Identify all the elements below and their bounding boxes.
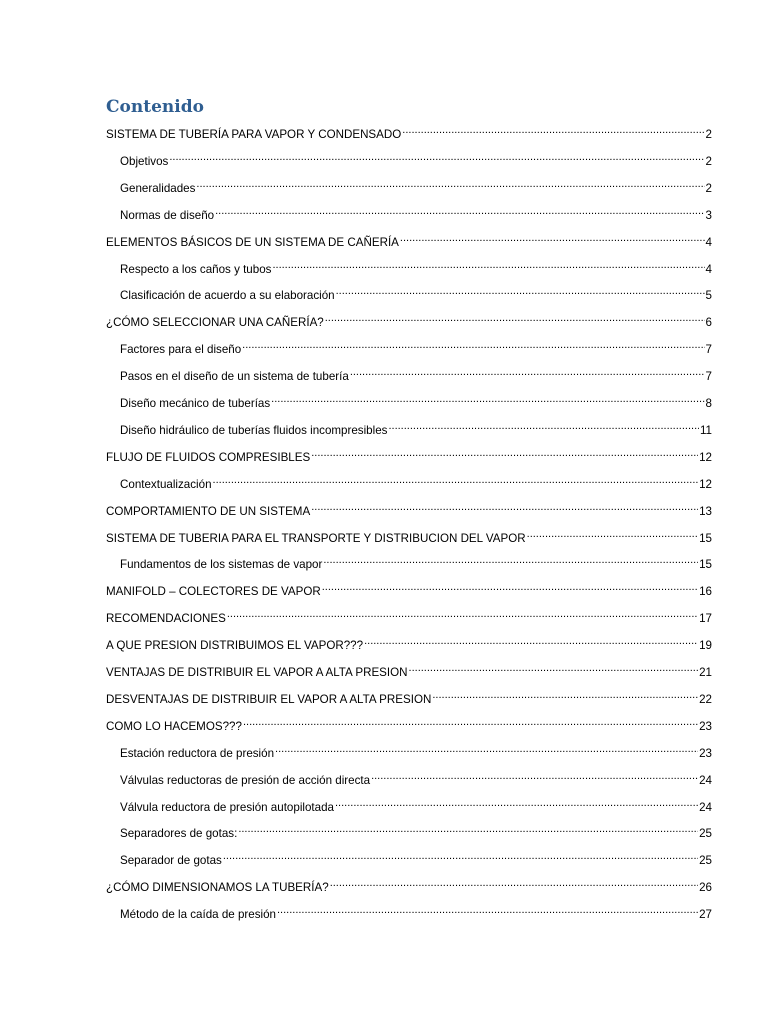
toc-entry[interactable] [106,230,712,249]
toc-entry-text: Separador de gotas [120,854,222,868]
toc-entry-text: ELEMENTOS BÁSICOS DE UN SISTEMA DE CAÑERÍA [106,235,399,249]
toc-entry-text: Clasificación de acuerdo a su elaboración [120,289,335,303]
toc-entry-page: 3 [705,208,712,222]
toc-entry[interactable] [106,364,712,384]
toc-entry[interactable] [106,606,712,626]
toc-dot-leader [350,364,705,380]
toc-entry-text: Pasos en el diseño de un sistema de tubería [120,370,349,384]
toc-entry-text: Diseño mecánico de tuberías [120,397,271,410]
toc-entry-text: DESVENTAJAS DE DISTRIBUIR EL VAPOR A ALTA PRESION [106,692,432,706]
toc-entry-page: 15 [699,558,712,572]
toc-entry-page: 2 [705,154,712,168]
toc-entry-text: RECOMENDACIONES [106,612,226,626]
toc-entry-text: Objetivos [120,154,169,168]
toc-dot-leader [275,741,698,757]
toc-entry-text: ¿CÓMO SELECCIONAR UNA CAÑERÍA? [106,316,324,330]
toc-entry-page: 12 [699,450,712,464]
toc-entry-page: 12 [699,477,712,491]
toc-entry[interactable] [106,337,712,357]
toc-dot-leader [409,660,699,676]
toc-entry-page: 7 [705,343,712,357]
toc-dot-leader [213,472,699,488]
toc-dot-leader [336,283,705,299]
toc-entry[interactable] [106,418,712,437]
toc-dot-leader [330,875,698,891]
toc-entry[interactable] [106,149,712,168]
toc-entry-page: 4 [705,262,712,276]
toc-dot-leader [272,257,704,273]
toc-entry-page: 15 [699,531,712,545]
toc-dot-leader [335,795,698,811]
toc-entry-page: 23 [699,719,712,733]
toc-dot-leader [271,391,704,407]
toc-entry-text: Válvula reductora de presión autopilotada [120,800,334,814]
toc-entry-page: 4 [705,235,712,249]
toc-entry[interactable] [106,795,712,814]
toc-dot-leader [364,633,698,649]
toc-entry[interactable] [106,445,712,464]
toc-entry[interactable] [106,310,712,330]
toc-dot-leader [311,445,698,461]
toc-entry[interactable] [106,283,712,303]
toc-entry-page: 2 [705,128,712,141]
toc-entry-page: 21 [699,666,712,679]
toc-entry-text: MANIFOLD – COLECTORES DE VAPOR [106,585,321,599]
toc-dot-leader [432,687,698,703]
toc-entry[interactable] [106,687,712,706]
toc-dot-leader [402,122,704,138]
toc-dot-leader [223,848,698,864]
toc-dot-leader [169,149,704,165]
toc-dot-leader [277,902,698,918]
toc-dot-leader [311,499,698,515]
toc-entry[interactable] [106,499,712,518]
toc-entry[interactable] [106,714,712,733]
toc-entry-text: Normas de diseño [120,208,215,222]
toc-entry[interactable] [106,821,712,841]
toc-title: Contenido [106,97,204,117]
toc-entry[interactable] [106,741,712,760]
toc-dot-leader [322,579,698,595]
toc-dot-leader [196,176,704,192]
toc-entry-page: 17 [699,612,712,626]
toc-entry-text: Método de la caída de presión [120,908,276,922]
toc-dot-leader [371,768,698,784]
toc-entry[interactable] [106,472,712,491]
toc-entry-page: 5 [705,289,712,303]
toc-entry[interactable] [106,257,712,276]
toc-entry-page: 11 [699,423,712,437]
toc-entry-page: 26 [699,881,712,895]
toc-dot-leader [388,418,699,434]
toc-entry-text: Fundamentos de los sistemas de vapor [120,558,323,572]
toc-dot-leader [400,230,705,246]
toc-entry-page: 25 [699,854,712,868]
toc-entry[interactable] [106,203,712,222]
toc-entry[interactable] [106,526,712,545]
toc-entry-page: 24 [699,773,712,787]
toc-entry[interactable] [106,660,712,679]
toc-entry-page: 22 [699,692,712,706]
toc-entry[interactable] [106,875,712,895]
toc-dot-leader [215,203,704,219]
toc-entry-page: 2 [705,181,712,195]
toc-entry-text: Contextualización [120,477,212,491]
toc-entry-text: Respecto a los caños y tubos [120,262,272,276]
toc-entry-page: 24 [699,800,712,814]
toc-entry-text: Válvulas reductoras de presión de acción directa [120,773,371,787]
toc-entry-text: FLUJO DE FLUIDOS COMPRESIBLES [106,450,311,464]
toc-entry-text: SISTEMA DE TUBERÍA PARA VAPOR Y CONDENSADO [106,128,402,141]
toc-dot-leader [243,714,698,730]
toc-dot-leader [238,821,698,837]
toc-dot-leader [242,337,704,353]
toc-entry-page: 25 [699,827,712,841]
toc-entry-page: 19 [699,639,712,653]
toc-entry-text: Factores para el diseño [120,343,242,357]
toc-entry[interactable] [106,391,712,410]
toc-entry-page: 7 [705,370,712,384]
toc-dot-leader [323,552,698,568]
toc-entry-page: 6 [705,316,712,330]
toc-entry-text: Diseño hidráulico de tuberías fluidos incompresibles [120,423,388,437]
toc-entry-text: A QUE PRESION DISTRIBUIMOS EL VAPOR??? [106,639,364,653]
toc-entry-text: SISTEMA DE TUBERIA PARA EL TRANSPORTE Y DISTRIBUCION DEL VAPOR [106,531,526,545]
toc-entry[interactable] [106,768,712,787]
toc-entry-text: COMO LO HACEMOS??? [106,719,242,733]
toc-dot-leader [227,606,698,622]
toc-entry-text: ¿CÓMO DIMENSIONAMOS LA TUBERÍA? [106,881,329,895]
toc-entry-text: COMPORTAMIENTO DE UN SISTEMA [106,504,311,518]
toc-dot-leader [527,526,698,542]
toc-entry-page: 8 [705,397,712,410]
toc-entry-page: 13 [699,504,712,518]
toc-entry-page: 23 [699,746,712,760]
toc-entry-text: VENTAJAS DE DISTRIBUIR EL VAPOR A ALTA PRESION [106,666,408,679]
toc-entry-page: 27 [699,908,712,922]
toc-entry[interactable] [106,122,712,141]
toc-entry-page: 16 [699,585,712,599]
toc-entry[interactable] [106,902,712,922]
toc-entry[interactable] [106,552,712,572]
toc-entry-text: Estación reductora de presión [120,746,275,760]
toc-entry[interactable] [106,848,712,868]
toc-entry-text: Generalidades [120,181,196,195]
toc-entry-text: Separadores de gotas: [120,827,238,841]
toc-entry[interactable] [106,579,712,599]
toc-entry[interactable] [106,633,712,653]
toc-dot-leader [325,310,705,326]
toc-entry[interactable] [106,176,712,195]
